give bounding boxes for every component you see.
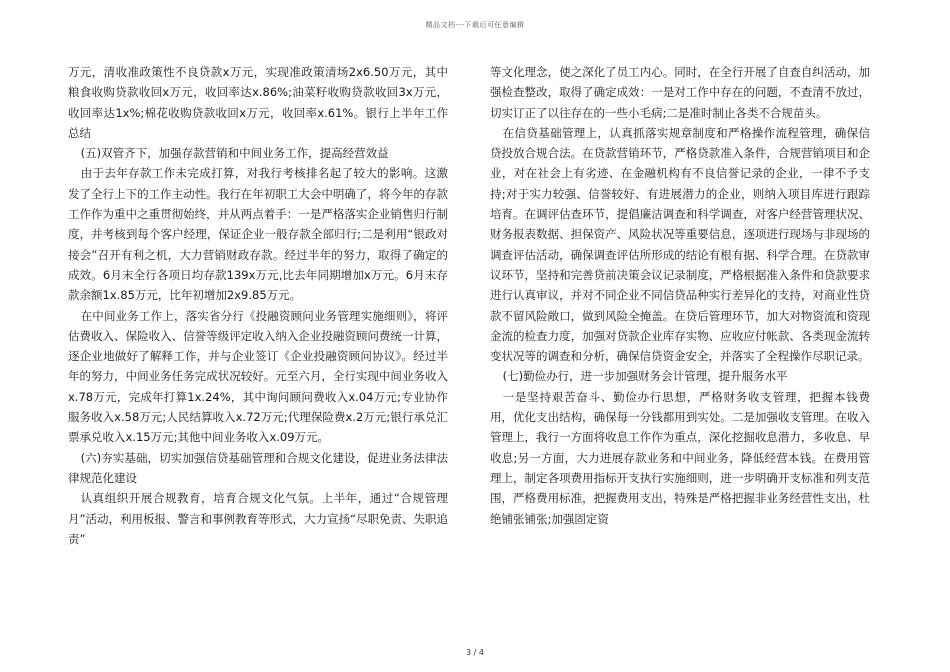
- section-heading: (七)勤俭办行，进一步加强财务会计管理，提升服务水平: [502, 369, 788, 384]
- right-column: [490, 62, 870, 529]
- paragraph: 在信贷基础管理上，认真抓落实规章制度和严格操作流程管理，确保信贷投放合规合法。在贷款营销环节，严格贷款准入条件，合规营销项目和企业，对在社会上有劣迹、在金融机构有不良信誉记录的企业，一律不予支持;对于实力较强、信誉较好、有进展潜力的企业，则纳入项目库进行跟踪培育。在调评估查环节，提倡廉洁调查和科学调查，对客户经营管理状况、财务报表数据、担保资产、风险状况等重要信息，逐项进行现场与非现场的调查评估活动，确保调查评估所形成的结论有根有据、科学合理。在贷款审议环节，坚持和完善贷前决策会议记录制度，严格根据准入条件和贷款要求进行认真审议，并对不同企业不同信贷品种实行差异化的支持，对商业性贷款不留风险敞口，做到风险全掩盖。在贷后管理环节，加大对物资流和资现金流的检查力度，加强对贷款企业库存实物、应收应付帐款、各类现金流转变状况等的调查和分析，确保信贷资金安全，并落实了全程操作尽职记录。: [490, 125, 870, 364]
- paragraph: 认真组织开展合规教育，培育合规文化气氛。上半年，通过“合规管理月”活动，利用板报、警言和事例教育等形式，大力宣扬“尽职免责、失职追责”: [68, 491, 448, 546]
- section-heading: (六)夯实基础，切实加强信贷基础管理和合规文化建设，促进业务法律法律规范化建设: [68, 450, 448, 485]
- left-column: [68, 62, 448, 549]
- paragraph: 由于去年存款工作未完成打算，对我行考核排名起了较大的影响。这激发了全行上下的工作主动性。我行在年初职工大会中明确了，将今年的存款工作作为重中之重贯彻始终，并从两点着手：一是严格落实企业销售归行制度，并考核到每个客户经理，保证企业一般存款全部归行;二是利用“银政对接会”召开有利之机，大力营销财政存款。经过半年的努力，取得了确定的成效。6月末全行各项日均存款139x万元,比去年同期增加x万元。6月末存款余额1x.85万元，比年初增加2x9.85万元。: [68, 166, 448, 303]
- page-number: 3 / 4: [466, 648, 484, 657]
- paragraph: 万元，清收准政策性不良贷款x万元，实现准政策清场2x6.50万元，其中粮食收购贷款收回x万元，收回率达x.86%;油菜籽收购贷款收回3x万元，收回率达1x%;棉花收购贷款收回x万元，收回率x.61%。银行上半年工作总结: [68, 65, 448, 140]
- page-header: 精品文档---下载后可任意编辑: [425, 21, 525, 29]
- paragraph: 一是坚持艰苦奋斗、勤俭办行思想，严格财务收支管理，把握本钱费用，优化支出结构，确保每一分钱都用到实处。二是加强收支管理。在收入管理上，我行一方面将收息工作作为重点，深化挖掘收息潜力，多收息、早收息;另一方面，大力进展存款业务和中间业务，降低经营本钱。在费用管理上，制定各项费用指标开支执行实施细则，进一步明确开支标准和列支范围，严格费用标准，把握费用支出，特殊是严格把握非业务经营性支出，杜绝铺张铺张;加强固定资: [490, 389, 870, 526]
- paragraph: 等文化理念，使之深化了员工内心。同时，在全行开展了自查自纠活动，加强检查整改，取得了确定成效：一是对工作中存在的问题，不查清不放过，切实订正了以往存在的一些小毛病;二是准时制止各类不合规苗头。: [490, 65, 870, 120]
- paragraph: 在中间业务工作上，落实省分行《投融资顾问业务管理实施细则》，将评估费收入、保险收入、信誉等级评定收入纳入企业投融资顾问费统一计算，逐企业地做好了解释工作，并与企业签订《企业投融资顾问协议》。经过半年的努力，中间业务任务完成状况较好。元至六月，全行实现中间业务收入x.78万元，完成年打算1x.24%，其中询问顾问费收入x.04万元;专业协作服务收入x.58万元;人民结算收入x.72万元;代理保险费x.2万元;银行承兑汇票承兑收入x.15万元;其他中间业务收入x.09万元。: [68, 308, 448, 445]
- section-heading: (五)双管齐下，加强存款营销和中间业务工作，提高经营效益: [80, 146, 389, 161]
